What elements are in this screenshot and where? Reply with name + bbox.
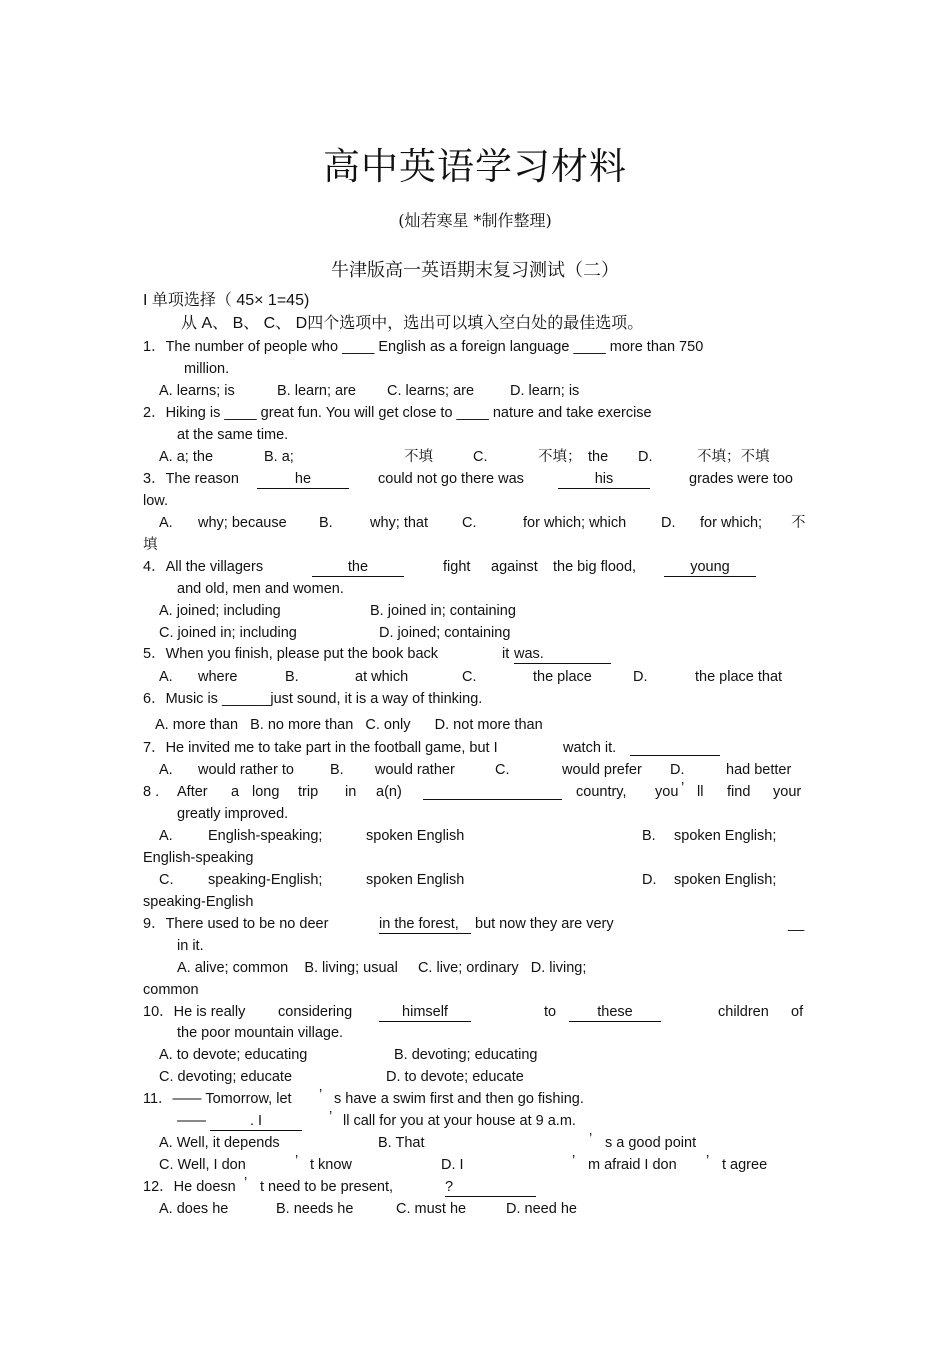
page-title: 高中英语学习材料 <box>323 145 627 188</box>
q7-option-c-text: would prefer <box>562 762 642 778</box>
q7-option-b-text: would rather <box>375 762 455 778</box>
q10-stem-part1: 10．He is really <box>143 1004 246 1020</box>
q2-option-d[interactable]: D. <box>638 449 653 465</box>
q8-option-d-cont: speaking-English <box>143 894 254 910</box>
q11-option-d-text2: t agree <box>722 1157 768 1173</box>
q11-blank-1[interactable]: . I <box>210 1112 302 1131</box>
q12-option-c[interactable]: C. must he <box>396 1201 467 1217</box>
q1-option-b[interactable]: B. learn; are <box>277 383 356 399</box>
q7-option-d-text: had better <box>726 762 792 778</box>
q3-option-c-text: for which; which <box>523 515 627 531</box>
q8-option-d[interactable]: D. <box>642 872 657 888</box>
q8-number: 8 . <box>143 784 160 800</box>
q10-stem-part5: of <box>791 1004 804 1020</box>
q2-option-b-text: 不填 <box>404 449 433 465</box>
q9-stem-part2: but now they are very <box>475 916 614 932</box>
section-instruction: 从 A、 B、 C、 D四个选项中，选出可以填入空白处的最佳选项。 <box>181 315 644 332</box>
q12-option-b[interactable]: B. needs he <box>276 1201 354 1217</box>
q8-word-3: long <box>252 784 280 800</box>
q11-option-d[interactable]: D. I <box>441 1157 464 1173</box>
q10-option-b[interactable]: B. devoting; educating <box>394 1047 538 1063</box>
q1-stem-cont: million. <box>184 361 230 377</box>
q11-option-d-text: m afraid I don <box>588 1157 677 1173</box>
q6-stem: 6．Music is ______just sound, it is a way of thinking. <box>143 691 483 707</box>
subtitle: (灿若寒星 *制作整理) <box>398 211 552 230</box>
q4-option-b[interactable]: B. joined in; containing <box>370 603 516 619</box>
q8-word-2: a <box>231 784 240 800</box>
q11-option-b[interactable]: B. That <box>378 1135 425 1151</box>
q5-stem: 5．When you finish, please put the book back <box>143 646 439 662</box>
q1-stem: 1．The number of people who ____ English as a foreign language ____ more than 750 <box>143 339 704 355</box>
q3-blank-1[interactable]: he <box>257 470 349 489</box>
q8-option-c[interactable]: C. <box>159 872 174 888</box>
q5-option-a-text: where <box>198 669 238 685</box>
q7-blank-1[interactable] <box>630 739 720 756</box>
q1-option-a[interactable]: A. learns; is <box>159 383 235 399</box>
q5-option-c-text: the place <box>533 669 592 685</box>
q4-option-d[interactable]: D. joined; containing <box>379 625 511 641</box>
q4-stem-part1: 4．All the villagers <box>143 559 264 575</box>
q8-option-a-text: English-speaking; <box>208 828 323 844</box>
q9-blank-1[interactable]: in the forest, <box>379 915 471 934</box>
q7-option-a-text: would rather to <box>198 762 294 778</box>
q11-apostrophe-2: ’ <box>329 1109 333 1125</box>
q8-option-b-text: spoken English; <box>674 828 777 844</box>
q7-stem-part2: watch it. <box>563 740 617 756</box>
q3-stem-part3: grades were too <box>689 471 793 487</box>
q8-word-8: you <box>655 784 679 800</box>
q3-option-d-text2: 不 <box>791 515 806 531</box>
q10-stem-part4: children <box>718 1004 769 1020</box>
q5-option-c[interactable]: C. <box>462 669 477 685</box>
q11-option-a[interactable]: A. Well, it depends <box>159 1135 280 1151</box>
q9-blank-2[interactable]: __ <box>788 916 805 932</box>
q10-option-a[interactable]: A. to devote; educating <box>159 1047 308 1063</box>
q10-stem-part3: to <box>544 1004 557 1020</box>
section-heading: I 单项选择（ 45× 1=45) <box>143 292 310 309</box>
q4-stem-part3: against <box>491 559 538 575</box>
q2-stem-cont: at the same time. <box>177 427 289 443</box>
q5-option-b-text: at which <box>355 669 409 685</box>
q2-option-a[interactable]: A. a; the <box>159 449 214 465</box>
q11-dash: —— <box>177 1113 206 1129</box>
q2-option-b[interactable]: B. a; <box>264 449 294 465</box>
q11-option-d-apostrophe-2: ’ <box>706 1153 710 1169</box>
q4-blank-1[interactable]: the <box>312 558 404 577</box>
q2-option-d-text: 不填；不填 <box>697 449 770 465</box>
q8-word-7: country, <box>576 784 627 800</box>
q5-option-b[interactable]: B. <box>285 669 299 685</box>
q10-option-c[interactable]: C. devoting; educate <box>159 1069 293 1085</box>
q11-option-c[interactable]: C. Well, I don <box>159 1157 246 1173</box>
q3-stem-cont: low. <box>143 493 168 509</box>
q3-option-b[interactable]: B. <box>319 515 333 531</box>
q5-stem-part2: it <box>502 646 510 662</box>
q11-stem: 11．—— Tomorrow, let <box>143 1091 292 1107</box>
q2-option-c-text2: the <box>588 449 609 465</box>
q10-stem-part2: considering <box>278 1004 353 1020</box>
q8-word-9: ll <box>697 784 704 800</box>
q8-blank-1[interactable] <box>423 783 562 800</box>
q4-blank-2[interactable]: young <box>664 558 756 577</box>
q3-option-b-text: why; that <box>370 515 429 531</box>
q10-option-d[interactable]: D. to devote; educate <box>386 1069 524 1085</box>
q9-stem: 9．There used to be no deer <box>143 916 329 932</box>
q12-apostrophe: ’ <box>244 1175 248 1191</box>
q12-stem: 12．He doesn <box>143 1179 236 1195</box>
q2-stem: 2．Hiking is ____ great fun. You will get close to ____ nature and take exercise <box>143 405 652 421</box>
q8-word-6: a(n) <box>376 784 402 800</box>
q11-option-c-apostrophe: ’ <box>295 1153 299 1169</box>
q10-blank-1[interactable]: himself <box>379 1003 471 1022</box>
q3-stem-part1: 3．The reason <box>143 471 239 487</box>
q8-word-5: in <box>345 784 357 800</box>
q3-option-c[interactable]: C. <box>462 515 477 531</box>
q11-option-b-apostrophe: ’ <box>589 1131 593 1147</box>
q11-option-c-text: t know <box>310 1157 352 1173</box>
q8-option-c-text: speaking-English; <box>208 872 323 888</box>
q6-options[interactable]: A. more than B. no more than C. only D. not more than <box>155 717 543 733</box>
q12-blank-1[interactable]: ? <box>445 1178 536 1197</box>
q3-option-a-text: why; because <box>198 515 287 531</box>
q7-option-c[interactable]: C. <box>495 762 510 778</box>
q12-option-d[interactable]: D. need he <box>506 1201 577 1217</box>
q8-apostrophe: ’ <box>681 780 685 796</box>
q8-option-c-text2: spoken English <box>366 872 465 888</box>
q4-option-c[interactable]: C. joined in; including <box>159 625 297 641</box>
q10-blank-2[interactable]: these <box>569 1003 661 1022</box>
q8-option-a[interactable]: A. <box>159 828 173 844</box>
q3-blank-2[interactable]: his <box>558 470 650 489</box>
q9-options-cont: common <box>143 982 199 998</box>
q8-option-a-text2: spoken English <box>366 828 465 844</box>
q5-option-a[interactable]: A. <box>159 669 173 685</box>
q11-option-d-apostrophe: ’ <box>572 1153 576 1169</box>
q11-stem-part2: s have a swim first and then go fishing. <box>334 1091 584 1107</box>
q12-option-a[interactable]: A. does he <box>159 1201 229 1217</box>
q11-line2: ll call for you at your house at 9 a.m. <box>343 1113 576 1129</box>
q12-stem-part2: t need to be present, <box>260 1179 394 1195</box>
q3-option-d-text: for which; <box>700 515 763 531</box>
q4-stem-part4: the big flood, <box>553 559 637 575</box>
test-title: 牛津版高一英语期末复习测试（二） <box>331 260 619 281</box>
q1-option-c[interactable]: C. learns; are <box>387 383 475 399</box>
q8-stem-cont: greatly improved. <box>177 806 289 822</box>
q9-stem-cont: in it. <box>177 938 204 954</box>
q3-option-a[interactable]: A. <box>159 515 173 531</box>
q5-option-d-text: the place that <box>695 669 783 685</box>
q11-apostrophe: ’ <box>319 1087 323 1103</box>
q2-option-c-text: 不填； <box>538 449 582 465</box>
q8-option-b[interactable]: B. <box>642 828 656 844</box>
q8-option-b-cont: English-speaking <box>143 850 254 866</box>
q4-stem-part2: fight <box>443 559 471 575</box>
q8-word-4: trip <box>298 784 319 800</box>
q7-option-a[interactable]: A. <box>159 762 173 778</box>
q9-options[interactable]: A. alive; common B. living; usual C. live; ordinary D. living; <box>177 960 587 976</box>
q11-option-b-text: s a good point <box>605 1135 697 1151</box>
q7-option-d[interactable]: D. <box>670 762 685 778</box>
q8-word-1: After <box>177 784 208 800</box>
q3-stem-part2: could not go there was <box>378 471 524 487</box>
q3-option-d-cont: 填 <box>143 537 158 553</box>
q4-option-a[interactable]: A. joined; including <box>159 603 281 619</box>
q2-option-c[interactable]: C. <box>473 449 488 465</box>
q10-stem-cont: the poor mountain village. <box>177 1025 344 1041</box>
q8-word-11: your <box>773 784 802 800</box>
q5-option-d[interactable]: D. <box>633 669 648 685</box>
q4-stem-cont: and old, men and women. <box>177 581 344 597</box>
q7-option-b[interactable]: B. <box>330 762 344 778</box>
q5-blank-1[interactable]: was. <box>514 645 611 664</box>
q8-word-10: find <box>727 784 751 800</box>
q1-option-d[interactable]: D. learn; is <box>510 383 580 399</box>
q7-stem: 7．He invited me to take part in the football game, but I <box>143 740 498 756</box>
q3-option-d[interactable]: D. <box>661 515 676 531</box>
q8-option-d-text: spoken English; <box>674 872 777 888</box>
